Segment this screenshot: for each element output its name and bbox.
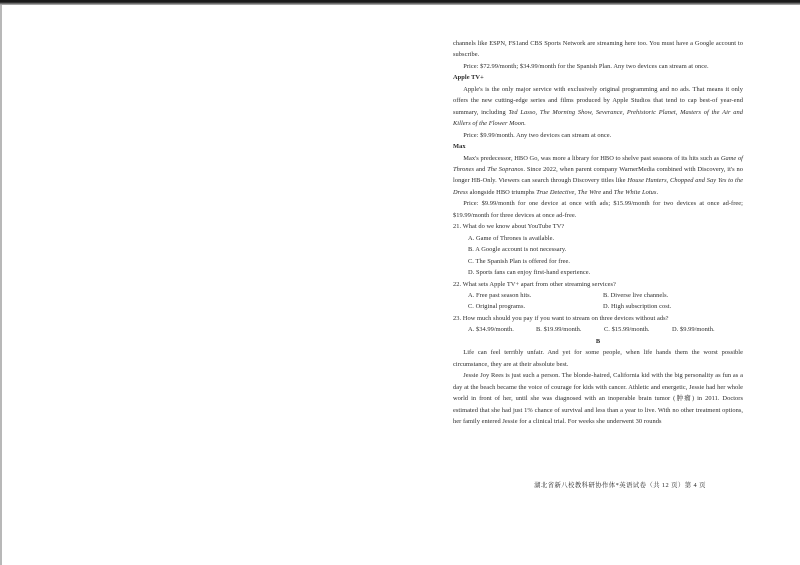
max-price: Price: $9.99/month for one device at once with ads; $15.99/month for two devices at once ad-free; $19.99/month for three devices at once ad-free. — [453, 200, 743, 219]
page-footer: 湖北省新八校教科研协作体*英语试卷（共 12 页）第 4 页 — [534, 482, 706, 489]
q22-option-c: C. Original programs. — [468, 303, 526, 311]
q23-option-c: C. $15.99/month. — [604, 326, 650, 334]
max-text-6: . — [656, 188, 659, 196]
max-title-5: The White Lotus — [613, 188, 657, 196]
max-text-1: Max's predecessor, HBO Go, was more a library for HBO to shelve past seasons of its hits such as — [463, 154, 721, 162]
max-title-3: House Hunters, Chopped and Say Yes to the Dress — [453, 177, 743, 196]
passage-b-paragraph-2: Jessie Joy Rees is just such a person. The blonde-haired, California kid with the big personality as fun as a day at the beach became the voice of courage for kids with cancer. Athletic and energetic, Jessie had her whole world in front of her, until she was diagnosed with an inoperable brain tumor (肿瘤) in 2011. Doctors estimated that she had just 1% chance of survival and less than a year to live. With no other treatment options, her family entered Jessie for a clinical trial. For weeks she underwent 30 rounds — [453, 372, 743, 425]
q23-option-a: A. $34.99/month. — [468, 326, 514, 334]
q23-options-row — [453, 324, 743, 335]
q23-option-b: B. $19.99/month. — [536, 326, 582, 334]
max-text-2: and — [474, 165, 488, 173]
scan-top-edge — [0, 0, 800, 5]
scan-left-edge — [0, 5, 2, 565]
q21-option-b: B. A Google account is not necessary. — [468, 246, 567, 254]
q21-option-d: D. Sports fans can enjoy first-hand experience. — [468, 269, 591, 277]
max-title-2: The Sopranos — [487, 165, 524, 173]
document-page — [453, 38, 743, 427]
max-paragraph — [453, 153, 743, 199]
max-title-1: Game of Thrones — [453, 154, 744, 173]
question-21: 21. What do we know about YouTube TV? — [453, 223, 565, 231]
question-22: 22. What sets Apple TV+ apart from other streaming services? — [453, 280, 616, 288]
q22-options-row-1 — [453, 290, 743, 301]
section-b-heading: B — [595, 337, 601, 345]
q22-option-b: B. Diverse live channels. — [603, 291, 669, 299]
q22-option-a: A. Free past season hits. — [468, 291, 532, 299]
apple-tv-text: Apple's is the only major service with exclusively original programming and no ads. That means it only offers the new cutting-edge series and films produced by Apple Studios that tend to cap best-of year-end summary, including — [453, 85, 743, 116]
max-text-4: alongside HBO triumphs — [467, 188, 537, 196]
q22-option-d: D. High subscription cost. — [603, 303, 672, 311]
max-text-3: . Since 2022, when parent company WarnerMedia combined with Discovery, it's no longer HB-Only. Viewers can search through Discovery titles like — [453, 165, 744, 185]
passage-b-paragraph-1: Life can feel terribly unfair. And yet for some people, when life hands them the worst possible circumstance, they are at their absolute best. — [453, 349, 743, 368]
youtube-tv-price: Price: $72.99/month; $34.99/month for the Spanish Plan. Any two devices can stream at once. — [463, 62, 709, 70]
youtube-tv-paragraph-end: channels like ESPN, FS1and CBS Sports Network are streaming here too. You must have a Google account to subscribe. — [453, 40, 743, 59]
apple-tv-paragraph — [453, 84, 743, 130]
apple-tv-heading: Apple TV+ — [453, 74, 484, 82]
q23-option-d: D. $9.99/month. — [672, 326, 715, 334]
q22-options-row-2 — [453, 301, 743, 312]
max-text-5: and — [601, 188, 614, 196]
q21-option-a: A. Game of Thrones is available. — [468, 234, 555, 242]
apple-tv-titles: Ted Lasso, The Morning Show, Severance, Prehistoric Planet, Masters of the Air and Killers of the Flower Moon. — [453, 108, 743, 128]
q21-option-c: C. The Spanish Plan is offered for free. — [468, 257, 571, 265]
question-23: 23. How much should you pay if you want to stream on three devices without ads? — [453, 314, 669, 322]
apple-tv-price: Price: $9.99/month. Any two devices can stream at once. — [463, 131, 612, 139]
max-heading: Max — [453, 143, 466, 151]
max-title-4: True Detective, The Wire — [536, 188, 602, 196]
